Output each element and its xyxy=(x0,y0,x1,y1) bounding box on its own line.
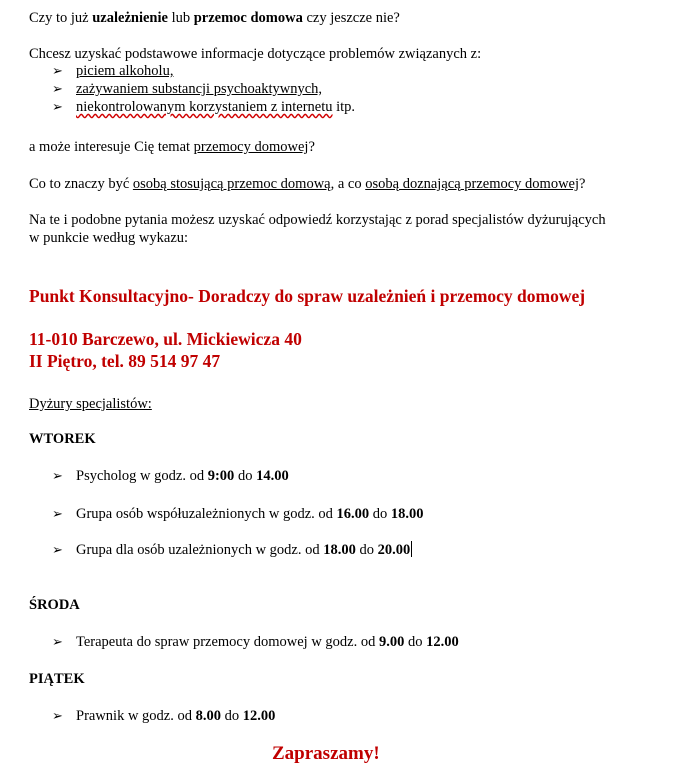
closing-invitation: Zapraszamy! xyxy=(272,743,380,764)
point-address: 11-010 Barczewo, ul. Mickiewicza 40 xyxy=(29,329,302,349)
intro-question-pre: Czy to już xyxy=(29,10,93,26)
day-heading-tuesday: WTOREK xyxy=(29,431,96,447)
intro-question xyxy=(29,9,400,27)
basic-info-text: Chcesz uzyskać podstawowe informacje dotyczące problemów związanych z: xyxy=(29,46,482,62)
schedule-time-sep: do xyxy=(404,634,427,650)
intro-question-violence: przemoc domowa xyxy=(193,10,303,26)
schedule-item-label: Psycholog w godz. od xyxy=(76,468,208,484)
schedule-time-to: 18.00 xyxy=(390,506,424,522)
arrow-bullet-icon: ➢ xyxy=(52,81,63,96)
schedule-time-sep: do xyxy=(221,708,243,724)
problem-item-label: zażywaniem substancji psychoaktywnych, xyxy=(76,81,323,97)
violence-topic-link: przemocy domowej xyxy=(193,139,309,155)
day-heading-friday: PIĄTEK xyxy=(29,671,85,687)
arrow-bullet-icon: ➢ xyxy=(52,634,63,649)
meaning-question xyxy=(29,175,585,193)
schedule-item xyxy=(52,541,412,559)
problem-item xyxy=(52,80,322,98)
schedule-time-from: 9:00 xyxy=(207,468,235,484)
point-name: Punkt Konsultacyjno- Doradczy do spraw uzależnień i przemocy domowej xyxy=(29,286,586,306)
answer-text-line1: Na te i podobne pytania możesz uzyskać odpowiedź korzystając z porad specjalistów dyżurujących xyxy=(29,212,606,228)
problem-item-label: niekontrolowanym korzystaniem z internetu xyxy=(76,99,333,115)
schedule-item-label: Terapeuta do spraw przemocy domowej w godz. od xyxy=(76,634,379,650)
arrow-bullet-icon: ➢ xyxy=(52,99,63,114)
arrow-bullet-icon: ➢ xyxy=(52,506,63,521)
day-heading-wednesday: ŚRODA xyxy=(29,597,80,613)
meaning-question-mid: , a co xyxy=(330,176,366,192)
problem-item-label: piciem alkoholu, xyxy=(76,63,174,79)
victim-term: osobą doznającą przemocy domowej xyxy=(365,176,580,192)
intro-question-post: czy jeszcze nie? xyxy=(302,10,400,26)
intro-question-addiction: uzależnienie xyxy=(92,10,168,26)
arrow-bullet-icon: ➢ xyxy=(52,542,63,557)
schedule-time-to: 20.00 xyxy=(377,542,411,558)
perpetrator-term: osobą stosującą przemoc domową xyxy=(132,176,331,192)
schedule-time-sep: do xyxy=(355,542,378,558)
meaning-question-post: ? xyxy=(579,176,586,192)
arrow-bullet-icon: ➢ xyxy=(52,468,63,483)
intro-question-mid: lub xyxy=(167,10,194,26)
problem-item xyxy=(52,62,173,80)
violence-question xyxy=(29,138,315,156)
schedule-item-label: Prawnik w godz. od xyxy=(76,708,196,724)
point-floor-phone: II Piętro, tel. 89 514 97 47 xyxy=(29,351,221,371)
schedule-item xyxy=(52,707,275,725)
schedule-item-label: Grupa dla osób uzależnionych w godz. od xyxy=(76,542,324,558)
problem-item-tail: itp. xyxy=(332,99,356,115)
answer-text-line2: w punkcie według wykazu: xyxy=(29,230,189,246)
meaning-question-pre: Co to znaczy być xyxy=(29,176,133,192)
arrow-bullet-icon: ➢ xyxy=(52,63,63,78)
schedule-time-from: 16.00 xyxy=(336,506,370,522)
violence-question-post: ? xyxy=(308,139,315,155)
schedule-time-to: 12.00 xyxy=(426,634,459,650)
schedule-item xyxy=(52,467,289,485)
schedule-title: Dyżury specjalistów: xyxy=(29,396,152,412)
arrow-bullet-icon: ➢ xyxy=(52,708,63,723)
problem-item xyxy=(52,98,355,116)
violence-question-pre: a może interesuje Cię temat xyxy=(29,139,194,155)
schedule-time-from: 8.00 xyxy=(195,708,221,724)
schedule-time-sep: do xyxy=(369,506,391,522)
schedule-time-to: 14.00 xyxy=(256,468,289,484)
schedule-time-from: 18.00 xyxy=(323,542,356,558)
schedule-time-from: 9.00 xyxy=(379,634,405,650)
schedule-item xyxy=(52,633,459,651)
schedule-item-label: Grupa osób współuzależnionych w godz. od xyxy=(76,506,337,522)
schedule-item xyxy=(52,505,424,523)
text-cursor xyxy=(411,541,412,557)
schedule-time-to: 12.00 xyxy=(242,708,276,724)
schedule-time-sep: do xyxy=(234,468,257,484)
